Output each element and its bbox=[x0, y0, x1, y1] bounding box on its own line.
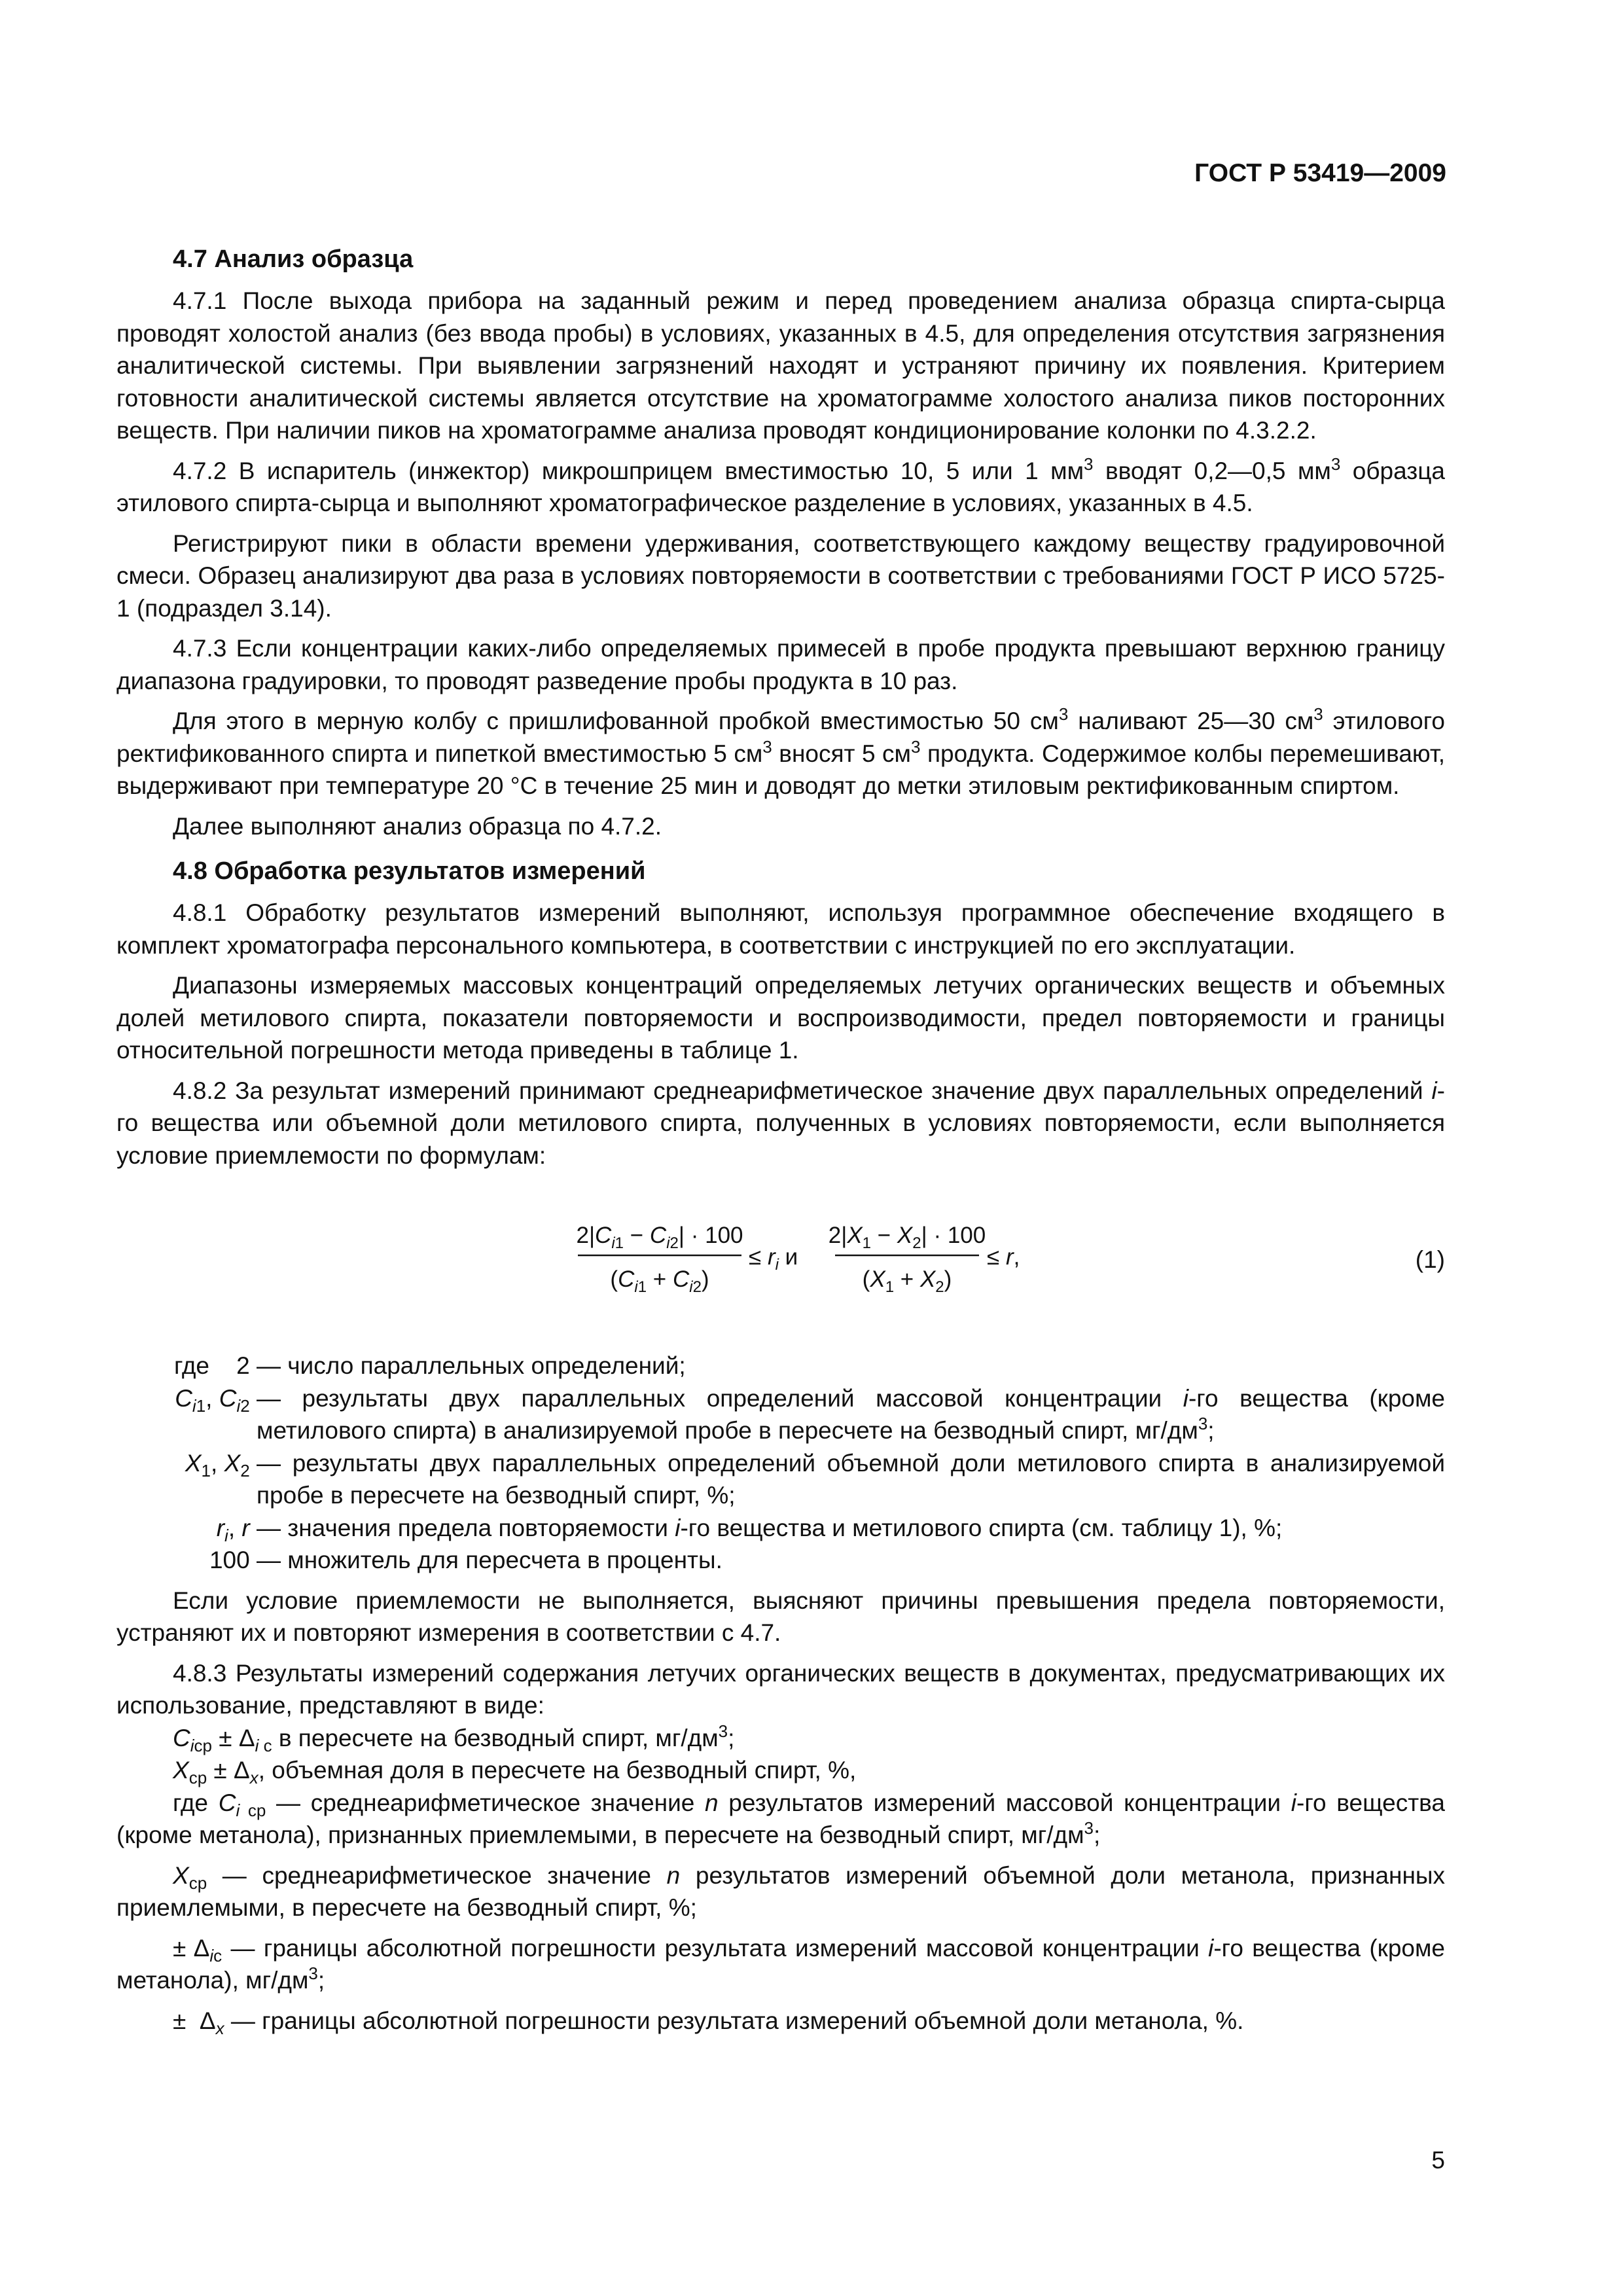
result-form-volume: $X_{ср} \pm \Delta_x$, объемная доля в пересчете на безводный спирт, %, bbox=[173, 1757, 857, 1787]
paragraph-4-8-3: 4.8.3 Результаты измерений содержания летучих органических веществ в документах, предусматривающих их использование, представляют в виде: bbox=[116, 1659, 1445, 1719]
paragraph-4-7-1: 4.7.1 После выхода прибора на заданный режим и перед проведением анализа образца спирта-сырца проводят холостой анализ (без ввода пробы) в условиях, указанных в 4.5, для определения отсутствия загрязнения аналитической системы. При выявлении загрязнений находят и устраняют причину их появления. Критерием готовности аналитической системы является отсутствие на хроматограмме холостого анализа пиков посторонних веществ. При наличии пиков на хроматограмме анализа проводят кондиционирование колонки по 4.3.2.2. bbox=[116, 287, 1445, 444]
section-4-8-heading: 4.8 Обработка результатов измерений bbox=[173, 857, 646, 885]
definition-cicp: где $C_{i ср}$ — среднеарифметическое значение n результатов измерений массовой концентрации i-го вещества (кроме метанола), признанных приемлемыми, в пересчете на безводный спирт, $мг/дм^3$; bbox=[116, 1789, 1445, 1848]
svg-text:(Ci1 + Ci2): $(C_i1 + C_i2)$ bbox=[610, 1266, 709, 1296]
paragraph-next-analysis: Далее выполняют анализ образца по 4.7.2. bbox=[173, 812, 662, 840]
definition-delta-ic: ± $\Delta_{iс}$ — границы абсолютной погрешности результата измерений массовой концентрации i-го вещества (кроме метанола), $мг/дм^3$; bbox=[116, 1934, 1446, 1994]
paragraph-register-peaks: Регистрируют пики в области времени удерживания, соответствующего каждому веществу градуировочной смеси. Образец анализируют два раза в условиях повторяемости в соответствии с требованиями ГОСТ Р ИСО 5725-1 (подраздел 3.14). bbox=[116, 529, 1445, 622]
page-content bbox=[116, 230, 1445, 2037]
paragraph-dilution: Для этого в мерную колбу с пришлифованной пробкой вместимостью 50 $см^3$ наливают 25—30 $см^3$ этилового ректификованного спирта и пипеткой вместимостью 5 $см^3$ вносят 5 $см^3$ продукта. Содержимое колбы перемешивают, выдерживают при температуре 20 °С в течение 25 мин и доводят до метки этиловым ректификованным спиртом. bbox=[116, 704, 1445, 799]
svg-text:≤ ri и: ≤ $r_i$ и bbox=[749, 1244, 798, 1274]
legend-row: $r_i$, r — значения предела повторяемости i-го вещества и метилового спирта (см. таблицу 1), %; bbox=[216, 1514, 1283, 1545]
definition-delta-x: ± $\Delta_x$ — границы абсолютной погрешности результата измерений объемной доли метанола, %. bbox=[173, 2007, 1244, 2038]
svg-text:≤ r,: ≤ r, bbox=[987, 1244, 1020, 1270]
formula-image bbox=[535, 1207, 1033, 1318]
legend-row: где 2 — число параллельных определений; bbox=[174, 1352, 686, 1379]
document-header: ГОСТ Р 53419—2009 bbox=[1194, 159, 1446, 187]
paragraph-4-8-2: 4.8.2 За результат измерений принимают среднеарифметическое значение двух параллельных определений i-го вещества или объемной доли метилового спирта, полученных в условиях повторяемости, если выполняется условие приемлемости по формулам: bbox=[116, 1077, 1445, 1169]
svg-text:2|X1 − X2| · 100: $2|X_1 - X_2| \cdot 100$ bbox=[828, 1223, 986, 1252]
page-number: 5 bbox=[1431, 2147, 1445, 2174]
legend-row: 100 — множитель для пересчета в проценты. bbox=[209, 1547, 722, 1573]
legend-row: $X_1$, $X_2$ — результаты двух параллельных определений объемной доли метилового спирта в анализируемой пробе в пересчете на безводный спирт, %; bbox=[185, 1449, 1445, 1509]
paragraph-4-7-3: 4.7.3 Если концентрации каких-либо определяемых примесей в пробе продукта превышают верхнюю границу диапазона градуировки, то проводят разведение пробы продукта в 10 раз. bbox=[116, 635, 1445, 694]
legend-row: $C_{i1}$, $C_{i2}$ — результаты двух параллельных определений массовой концентрации i-го вещества (кроме метилового спирта) в анализируемой пробе в пересчете на безводный спирт, $мг/дм^3$; bbox=[175, 1384, 1445, 1444]
acceptance-formula bbox=[116, 1207, 1445, 1318]
paragraph-ranges: Диапазоны измеряемых массовых концентраций определяемых летучих органических веществ и объемных долей метилового спирта, показатели повторяемости и воспроизводимости, предел повторяемости и границы относительной погрешности метода приведены в таблице 1. bbox=[116, 972, 1445, 1064]
result-form-mass: $C_{iср} \pm \Delta_{i с}$ в пересчете на безводный спирт, $мг/дм^3$; bbox=[173, 1721, 735, 1755]
formula-number: (1) bbox=[1415, 1246, 1445, 1273]
paragraph-acceptance-failure: Если условие приемлемости не выполняется, выясняют причины превышения предела повторяемости, устраняют их и повторяют измерения в соответствии с 4.7. bbox=[116, 1587, 1445, 1646]
definition-xcp: $X_{ср}$ — среднеарифметическое значение n результатов измерений объемной доли метанола, признанных приемлемыми, в пересчете на безводный спирт, %; bbox=[116, 1861, 1446, 1921]
svg-text:2|Ci1 − Ci2| · 100: $2|C_i1 - C_i2| \cdot 100$ bbox=[576, 1223, 743, 1252]
svg-text:(X1 + X2): $(X_1 + X_2)$ bbox=[862, 1266, 952, 1296]
paragraph-4-8-1: 4.8.1 Обработку результатов измерений выполняют, используя программное обеспечение входящего в комплект хроматографа персонального компьютера, в соответствии с инструкцией по его эксплуатации. bbox=[116, 899, 1445, 959]
paragraph-4-7-2: 4.7.2 В испаритель (инжектор) микрошприцем вместимостью 10, 5 или 1 $мм^3$ вводят 0,2—0,5 $мм^3$ образца этилового спирта-сырца и выполняют хроматографическое разделение в условиях, указанных в 4.5. bbox=[116, 454, 1445, 516]
section-4-7-heading: 4.7 Анализ образца bbox=[173, 245, 414, 273]
